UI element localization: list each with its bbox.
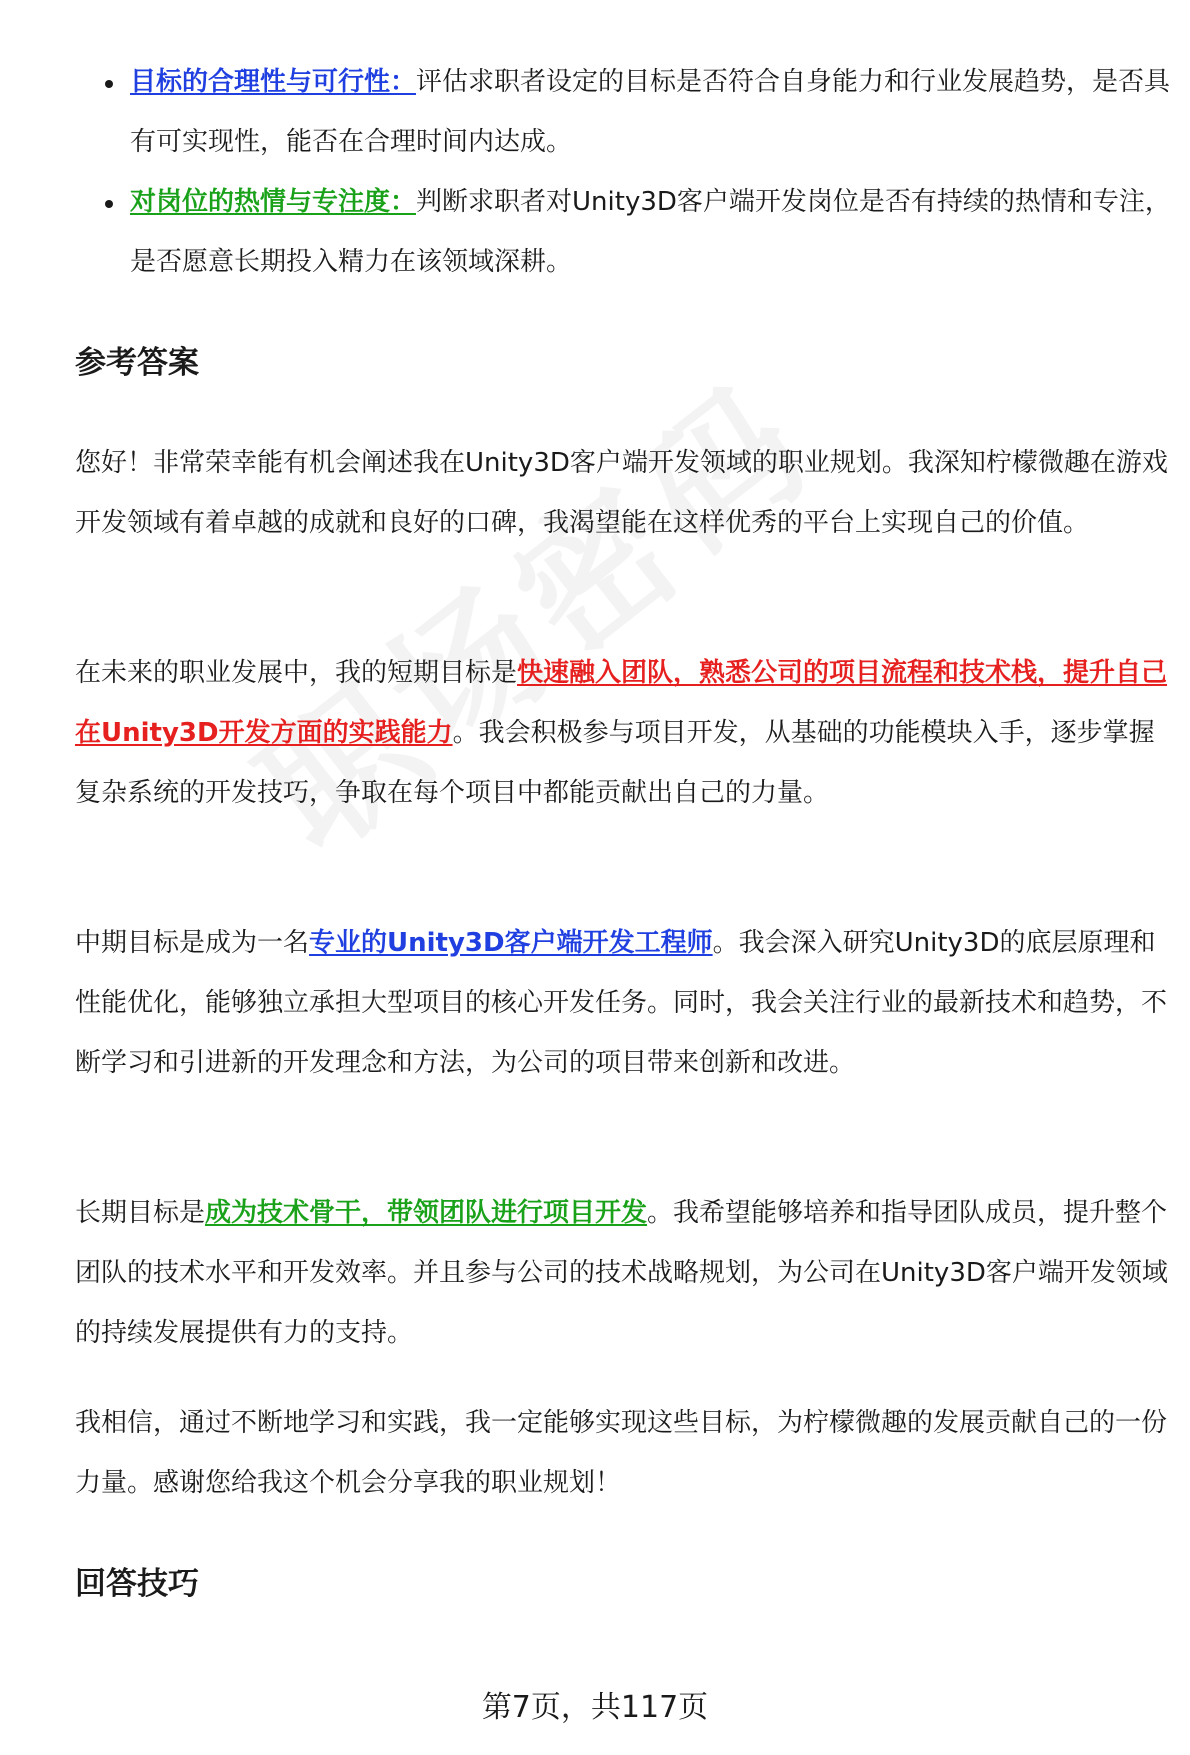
page-number: 第7页，共117页 [481,1690,709,1725]
criterion-text: 评估求职者设定的目标是否符合自身能力和行业发展趋势，是否具有可实现性，能否在合理时间内达成。 [130,67,1171,157]
paragraph-text: 在未来的职业发展中，我的短期目标是 [75,658,518,688]
section-heading-tips: 回答技巧 [75,1566,199,1602]
paragraph-text: 。我会积极参与项目开发，从基础的功能模块入手，逐步掌握复杂系统的开发技巧，争取在每个项目中都能贡献出自己的力量。 [75,718,1155,808]
criteria-list [75,52,1175,292]
answer-paragraph [75,913,1170,1093]
answer-paragraph: 您好！非常荣幸能有机会阐述我在Unity3D客户端开发领域的职业规划。我深知柠檬微趣在游戏开发领域有着卓越的成就和良好的口碑，我渴望能在这样优秀的平台上实现自己的价值。 [75,448,1168,538]
criterion-label: 对岗位的热情与专注度： [130,187,417,217]
answer-paragraph [75,643,1170,823]
highlight-short-term-goal: 快速融入团队，熟悉公司的项目流程和技术栈，提升自己在Unity3D开发方面的实践能力 [75,658,1168,748]
answer-paragraph: 我相信，通过不断地学习和实践，我一定能够实现这些目标，为柠檬微趣的发展贡献自己的一份力量。感谢您给我这个机会分享我的职业规划！ [75,1408,1168,1498]
paragraph-text: 。我希望能够培养和指导团队成员，提升整个团队的技术水平和开发效率。并且参与公司的技术战略规划，为公司在Unity3D客户端开发领域的持续发展提供有力的支持。 [75,1198,1168,1348]
highlight-long-term-goal: 成为技术骨干，带领团队进行项目开发 [205,1198,648,1228]
criterion-text: 判断求职者对Unity3D客户端开发岗位是否有持续的热情和专注，是否愿意长期投入精力在该领域深耕。 [130,187,1171,277]
list-item [75,172,1175,292]
list-item [75,52,1175,172]
paragraph-text: 。我会深入研究Unity3D的底层原理和性能优化，能够独立承担大型项目的核心开发任务。同时，我会关注行业的最新技术和趋势，不断学习和引进新的开发理念和方法，为公司的项目带来创新和改进。 [75,928,1168,1078]
answer-paragraph [75,1183,1170,1363]
criterion-label: 目标的合理性与可行性： [130,67,417,97]
paragraph-text: 中期目标是成为一名 [75,928,310,958]
section-heading-answer: 参考答案 [75,345,199,381]
highlight-mid-term-goal: 专业的Unity3D客户端开发工程师 [309,928,713,958]
paragraph-text: 长期目标是 [75,1198,206,1228]
